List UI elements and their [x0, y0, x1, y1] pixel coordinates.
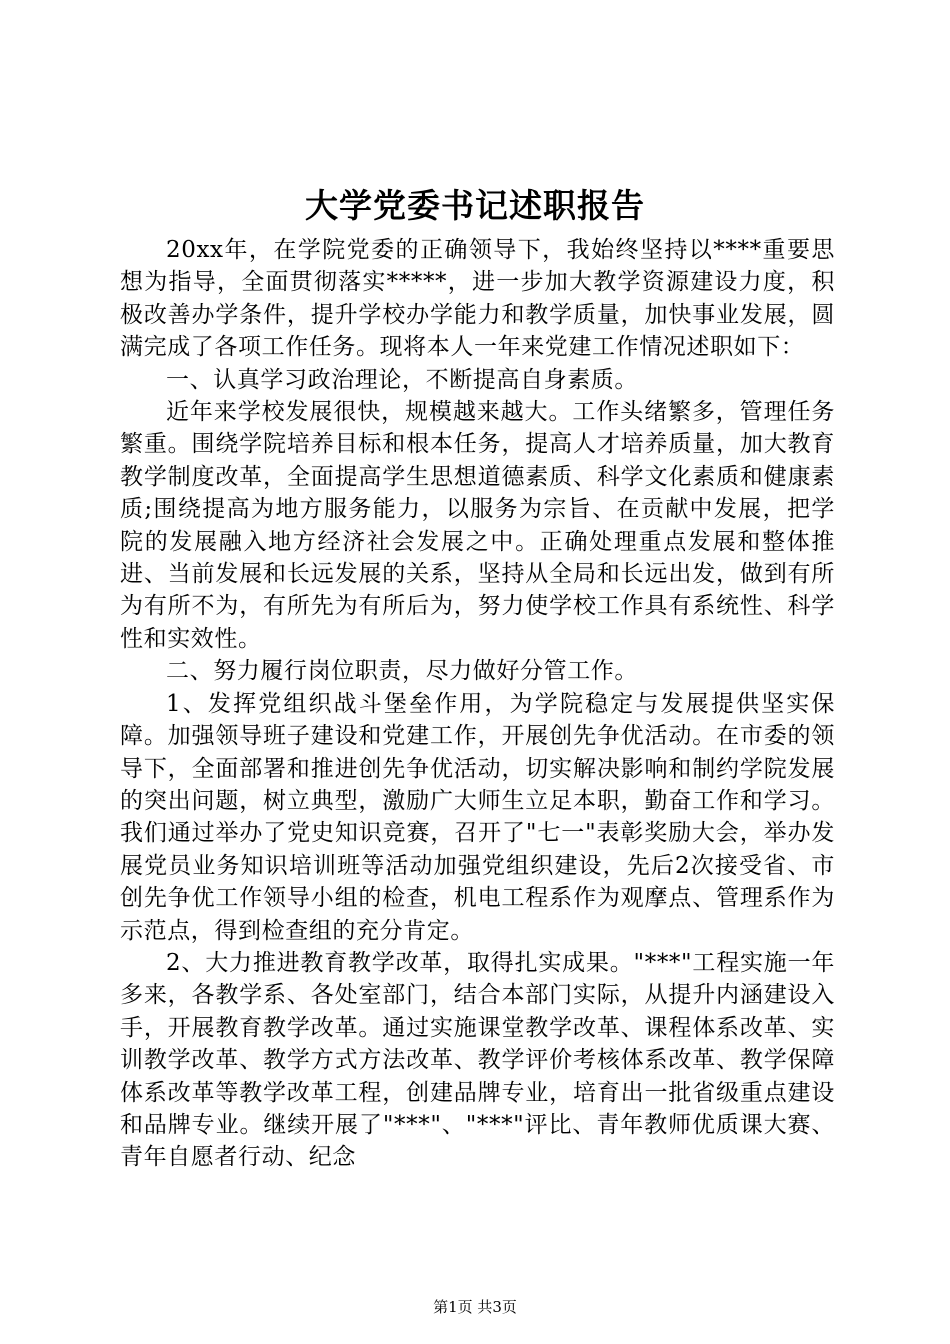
- item-1-paragraph: 1、发挥党组织战斗堡垒作用，为学院稳定与发展提供坚实保障。加强领导班子建设和党建工作，开展创先争优活动。在市委的领导下，全面部署和推进创先争优活动，切实解决影响和制约学院发展的突出问题，树立典型，激励广大师生立足本职，勤奋工作和学习。我们通过举办了党史知识竞赛，召开了"七一"表彰奖励大会，举办发展党员业务知识培训班等活动加强党组织建设，先后2次接受省、市创先争优工作领导小组的检查，机电工程系作为观摩点、管理系作为示范点，得到检查组的充分肯定。: [120, 690, 835, 944]
- section-heading-1: 一、认真学习政治理论，不断提高自身素质。: [166, 366, 638, 393]
- section-heading-2: 二、努力履行岗位职责，尽力做好分管工作。: [166, 658, 638, 685]
- page-number-footer: 第1页 共3页: [433, 1298, 517, 1316]
- document-body: [120, 234, 835, 1174]
- item-2-paragraph: 2、大力推进教育教学改革，取得扎实成果。"***"工程实施一年多来，各教学系、各处室部门，结合本部门实际，从提升内涵建设入手，开展教育教学改革。通过实施课堂教学改革、课程体系改革、实训教学改革、教学方式方法改革、教学评价考核体系改革、教学保障体系改革等教学改革工程，创建品牌专业，培育出一批省级重点建设和品牌专业。继续开展了"***"、"***"评比、青年教师优质课大赛、青年自愿者行动、纪念: [120, 949, 835, 1171]
- document-title: 大学党委书记述职报告: [305, 186, 645, 225]
- section-1-paragraph: 近年来学校发展很快，规模越来越大。工作头绪繁多，管理任务繁重。围绕学院培养目标和根本任务，提高人才培养质量，加大教育教学制度改革，全面提高学生思想道德素质、科学文化素质和健康素质;围绕提高为地方服务能力，以服务为宗旨、在贡献中发展，把学院的发展融入地方经济社会发展之中。正确处理重点发展和整体推进、当前发展和长远发展的关系，坚持从全局和长远出发，做到有所为有所不为，有所先为有所后为，努力使学校工作具有系统性、科学性和实效性。: [120, 399, 835, 652]
- intro-paragraph: 20xx年，在学院党委的正确领导下，我始终坚持以****重要思想为指导，全面贯彻落实*****，进一步加大教学资源建设力度，积极改善办学条件，提升学校办学能力和教学质量，加快事业发展，圆满完成了各项工作任务。现将本人一年来党建工作情况述职如下：: [120, 237, 835, 361]
